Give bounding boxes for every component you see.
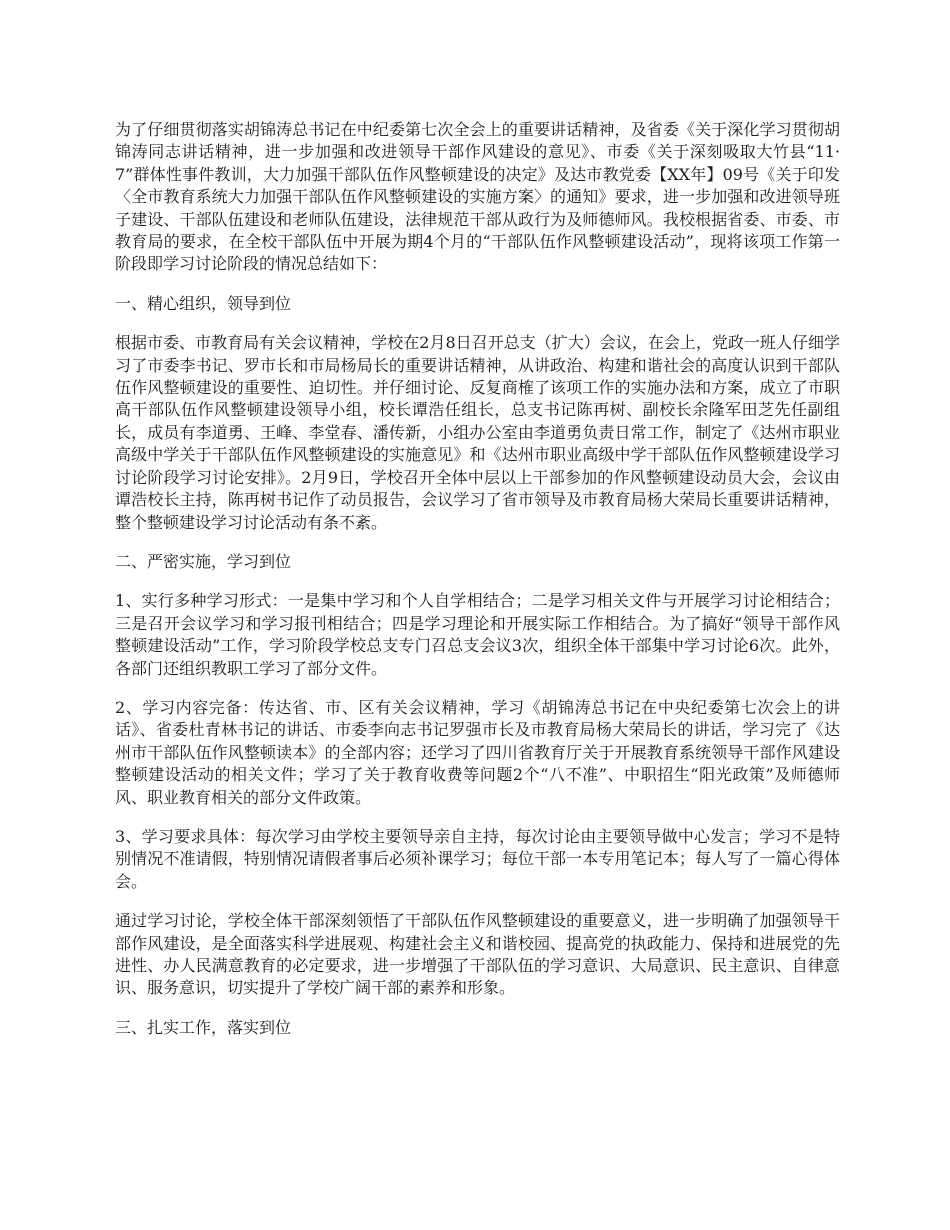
- document-page: [115, 119, 840, 1056]
- study-requirements-paragraph: 3、学习要求具体：每次学习由学校主要领导亲自主持，每次讨论由主要领导做中心发言；学习不是特别情况不准请假，特别情况请假者事后必须补课学习；每位干部一本专用笔记本；每人写了一篇心得体会。: [115, 826, 840, 891]
- study-results-paragraph: 通过学习讨论，学校全体干部深刻领悟了干部队伍作风整顿建设的重要意义，进一步明确了加强领导干部作风建设，是全面落实科学进展观、构建社会主义和谐校园、提高党的执政能力、保持和进展党的先进性、办人民满意教育的必定要求，进一步增强了干部队伍的学习意识、大局意识、民主意识、自律意识、服务意识，切实提升了学校广阔干部的素养和形象。: [115, 911, 840, 998]
- section-heading-1: 一、精心组织，领导到位: [115, 293, 292, 313]
- study-content-paragraph: 2、学习内容完备：传达省、市、区有关会议精神，学习《胡锦涛总书记在中央纪委第七次会上的讲话》、省委杜青林书记的讲话、市委李向志书记罗强市长及市教育局杨大荣局长的讲话，学习完了《达州市干部队伍作风整顿读本》的全部内容；还学习了四川省教育厅关于开展教育系统领导干部作风建设整顿建设活动的相关文件；学习了关于教育收费等问题2个“八不准”、中职招生“阳光政策”及师德师风、职业教育相关的部分文件政策。: [115, 697, 840, 807]
- intro-paragraph: 为了仔细贯彻落实胡锦涛总书记在中纪委第七次全会上的重要讲话精神，及省委《关于深化学习贯彻胡锦涛同志讲话精神，进一步加强和改进领导干部作风建设的意见》、市委《关于深刻吸取大竹县“11·7”群体性事件教训，大力加强干部队伍作风整顿建设的决定》及达市教党委【XX年】09号《关于印发〈全市教育系统大力加强干部队伍作风整顿建设的实施方案〉的通知》要求，进一步加强和改进领导班子建设、干部队伍建设和老师队伍建设，法律规范干部从政行为及师德师风。我校根据省委、市委、市教育局的要求，在全校干部队伍中开展为期4个月的“干部队伍作风整顿建设活动”，现将该项工作第一阶段即学习讨论阶段的情况总结如下：: [115, 120, 840, 274]
- section-heading-2: 二、严密实施，学习到位: [115, 551, 292, 571]
- section-1-paragraph: 根据市委、市教育局有关会议精神，学校在2月8日召开总支（扩大）会议，在会上，党政一班人仔细学习了市委李书记、罗市长和市局杨局长的重要讲话精神，从讲政治、构建和谐社会的高度认识到干部队伍作风整顿建设的重要性、迫切性。并仔细讨论、反复商榷了该项工作的实施办法和方案，成立了市职高干部队伍作风整顿建设领导小组，校长谭浩任组长，总支书记陈再树、副校长余隆军田芝先任副组长，成员有李道勇、王峰、李堂春、潘传新，小组办公室由李道勇负责日常工作，制定了《达州市职业高级中学关于干部队伍作风整顿建设的实施意见》和《达州市职业高级中学干部队伍作风整顿建设学习讨论阶段学习讨论安排》。2月9日，学校召开全体中层以上干部参加的作风整顿建设动员大会，会议由谭浩校长主持，陈再树书记作了动员报告，会议学习了省市领导及市教育局杨大荣局长重要讲话精神，整个整顿建设学习讨论活动有条不紊。: [115, 333, 840, 532]
- section-heading-3: 三、扎实工作，落实到位: [115, 1017, 292, 1037]
- study-forms-paragraph: 1、实行多种学习形式：一是集中学习和个人自学相结合；二是学习相关文件与开展学习讨论相结合；三是召开会议学习和学习报刊相结合；四是学习理论和开展实际工作相结合。为了搞好“领导干部作风整顿建设活动”工作，学习阶段学校总支专门召总支会议3次，组织全体干部集中学习讨论6次。此外，各部门还组织教职工学习了部分文件。: [115, 591, 840, 678]
